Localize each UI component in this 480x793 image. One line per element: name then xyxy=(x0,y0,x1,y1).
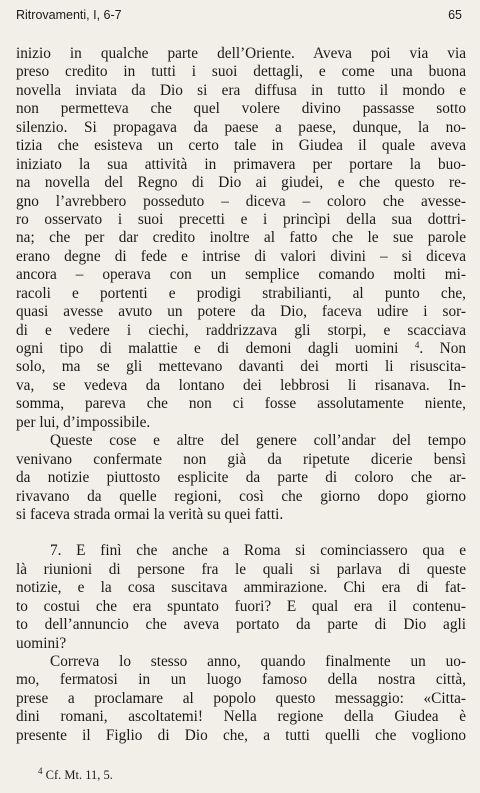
text-line: Queste cose e altre del genere coll’andar del tempo xyxy=(50,432,466,450)
text-line: va, se vedeva da lontano dei lebbrosi li risanava. In- xyxy=(16,376,466,394)
text-line: to costui che era spuntato fuori? E qual era il contenu- xyxy=(16,597,466,615)
text-line: uomini? xyxy=(16,634,67,652)
text-line: non permetteva che quel volere divino passasse sotto xyxy=(16,100,466,118)
paragraph-2 xyxy=(16,432,466,524)
text-line: 7. E finì che anche a Roma si cominciassero qua e xyxy=(50,542,466,560)
text-line: quasi avesse avuto un potere da Dio, faceva udire i sor- xyxy=(16,303,466,321)
text-line: na novella del Regno di Dio ai giudei, e che questo re- xyxy=(16,174,466,192)
text-line: silenzio. Si propagava da paese a paese, dunque, la no- xyxy=(16,118,466,136)
text-line: dini romani, ascoltatemi! Nella regione della Giudea è xyxy=(16,708,466,726)
text-line: gno l’avrebbero posseduto – diceva – coloro che avesse- xyxy=(16,192,466,210)
text-line: ro osservato i suoi precetti e i princìpi della sua dottri- xyxy=(16,210,466,228)
footnote-text: Cf. Mt. 11, 5. xyxy=(45,768,113,782)
text-line: racoli e portenti e prodigi strabilianti, al punto che, xyxy=(16,284,466,302)
paragraph-3 xyxy=(16,542,466,653)
text-line: somma, pareva che non ci fosse assolutamente niente, xyxy=(16,395,466,413)
text-line: venivano confermate non già da ripetute dicerie bensì xyxy=(16,450,466,468)
text-line-with-note xyxy=(16,340,466,358)
paragraph-1 xyxy=(16,45,466,432)
section-gap xyxy=(16,524,466,542)
text-line: inizio in qualche parte dell’Oriente. Aveva poi via via xyxy=(16,45,466,62)
text-line: si faceva strada ormai la verità su quei fatti. xyxy=(16,505,284,523)
text-line: presente il Figlio di Dio che, a tutti quelli che vogliono xyxy=(16,726,466,744)
text-line: iniziato la sua attività in primavera per portare la buo- xyxy=(16,155,466,173)
text-fragment: . Non xyxy=(419,340,466,357)
text-line: prese a proclamare al popolo questo messaggio: «Citta- xyxy=(16,689,466,707)
page-number: 65 xyxy=(448,8,462,22)
text-line: rivavano da quelle regioni, così che giorno dopo giorno xyxy=(16,487,466,505)
body-text xyxy=(16,45,466,745)
paragraph-4 xyxy=(16,653,466,745)
text-line: solo, ma se gli mettevano davanti dei morti li risuscita- xyxy=(16,358,466,376)
text-line: per lui, d’impossibile. xyxy=(16,413,151,431)
text-line: notizie, e la cosa suscitava ammirazione. Chi era di fat- xyxy=(16,579,466,597)
text-line: to dell’annuncio che aveva portato da parte di Dio agli xyxy=(16,616,466,634)
text-line: da notizie piuttosto esplicite da parte di coloro che ar- xyxy=(16,469,466,487)
footnote-marker: 4 xyxy=(38,766,43,776)
footnote-reference[interactable]: 4 xyxy=(414,340,420,350)
text-line: novella inviata da Dio si era diffusa in tutto il mondo e xyxy=(16,81,466,99)
running-title: Ritrovamenti, I, 6-7 xyxy=(16,8,122,22)
text-line: ancora – operava con un semplice comando molti mi- xyxy=(16,266,466,284)
text-line: di e vedere i ciechi, raddrizzava gli storpi, e scacciava xyxy=(16,321,466,339)
text-line: Correva lo stesso anno, quando finalmente un uo- xyxy=(50,653,466,670)
text-line: erano degne di fede e intrise di valori divini – si diceva xyxy=(16,247,466,265)
running-head xyxy=(16,8,462,26)
text-fragment: ogni tipo di malattie e di demoni dagli uomini xyxy=(16,340,399,357)
text-line: preso credito in tutti i suoi dettagli, e come una buona xyxy=(16,63,466,81)
footnote xyxy=(38,768,113,783)
text-line: là riunioni di persone fra le quali si parlava di queste xyxy=(16,560,466,578)
text-line: na; che per dar credito inoltre al fatto che le sue parole xyxy=(16,229,466,247)
text-line: tizia che esisteva un certo tale in Giudea il quale aveva xyxy=(16,137,466,155)
text-line: mo, fermatosi in un luogo famoso della nostra città, xyxy=(16,671,466,689)
